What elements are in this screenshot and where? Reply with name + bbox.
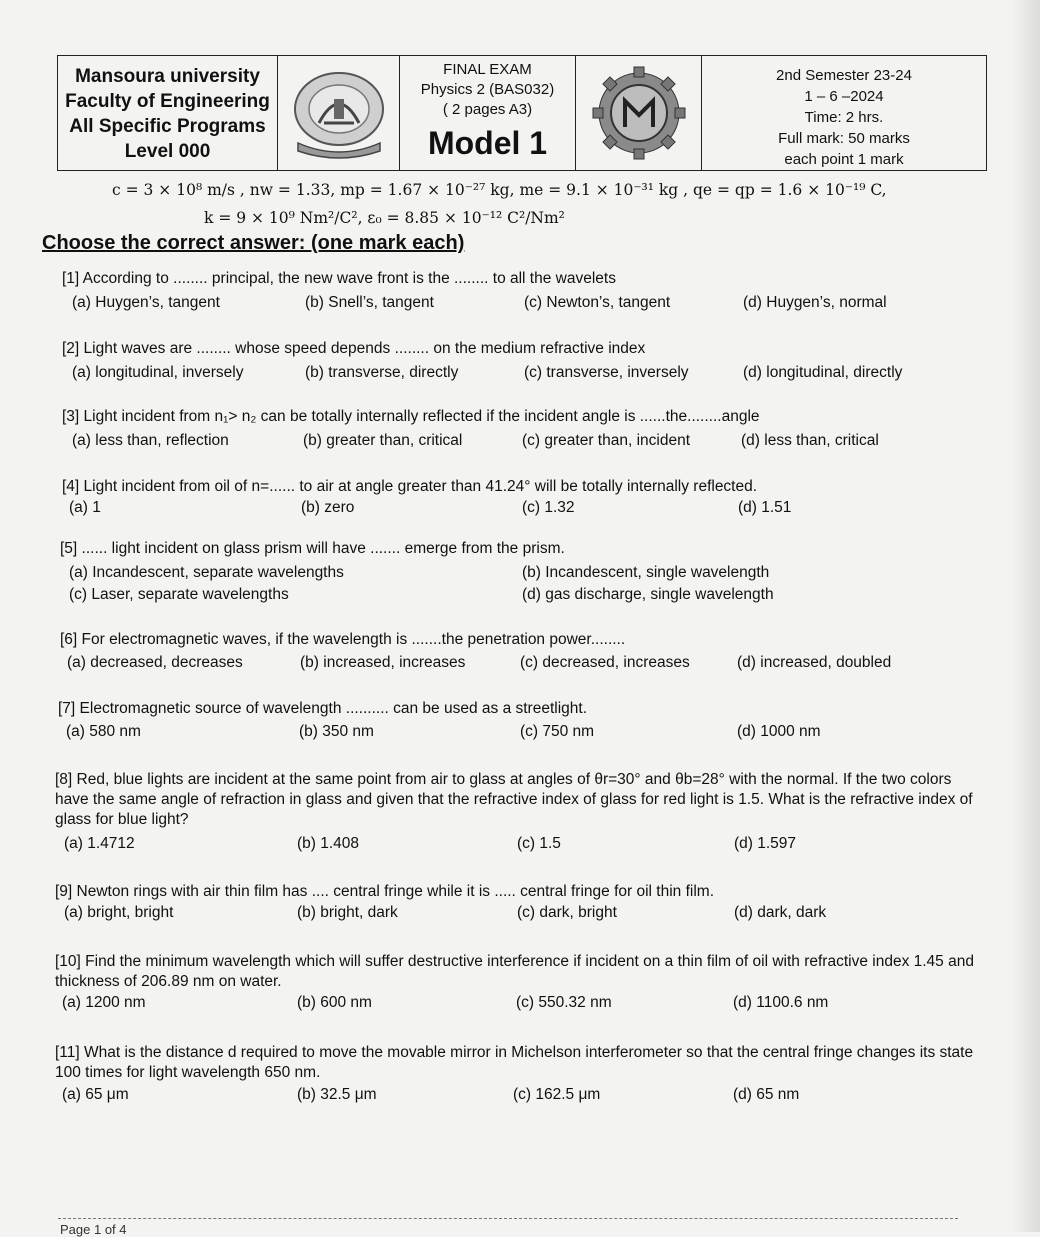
exam-time: Time: 2 hrs. xyxy=(804,109,884,126)
option-d: (d) 1100.6 nm xyxy=(733,994,829,1011)
question-stem: [4] Light incident from oil of n=...... to air at angle greater than 41.24° will be totally internally reflected. xyxy=(62,478,758,495)
option-b: (b) zero xyxy=(301,499,355,516)
option-b: (b) bright, dark xyxy=(297,904,398,921)
option-d: (d) 1.597 xyxy=(734,835,797,852)
option-d: (d) longitudinal, directly xyxy=(743,364,903,381)
option-d: (d) 65 nm xyxy=(733,1086,800,1103)
option-c: (c) decreased, increases xyxy=(520,654,690,671)
university-logo-icon xyxy=(284,65,394,161)
constants-line-1: c = 3 × 10⁸ m/s , nw = 1.33, mp = 1.67 × 10⁻²⁷ kg, me = 9.1 × 10⁻³¹ kg , qe = qp = 1.6 × 10⁻¹⁹ C, xyxy=(112,181,887,199)
page-number: Page 1 of 4 xyxy=(60,1222,127,1237)
option-a: (a) 65 μm xyxy=(62,1086,129,1103)
option-d: (d) gas discharge, single wavelength xyxy=(522,586,774,603)
option-a: (a) longitudinal, inversely xyxy=(72,364,244,381)
question-stem: [6] For electromagnetic waves, if the wavelength is .......the penetration power........ xyxy=(60,631,626,648)
option-c: (c) dark, bright xyxy=(517,904,617,921)
option-b: (b) 1.408 xyxy=(297,835,360,852)
option-b: (b) 600 nm xyxy=(297,994,372,1011)
option-c: (c) 550.32 nm xyxy=(516,994,612,1011)
option-c: (c) 1.5 xyxy=(517,835,561,852)
university-logo-cell xyxy=(278,56,400,170)
scan-shadow xyxy=(1012,0,1040,1232)
constants-line-2: k = 9 × 10⁹ Nm²/C², ε₀ = 8.85 × 10⁻¹² C²/Nm² xyxy=(204,209,565,227)
option-d: (d) less than, critical xyxy=(741,432,879,449)
option-b: (b) Snell’s, tangent xyxy=(305,294,434,311)
course-name: Physics 2 (BAS032) xyxy=(420,81,555,98)
option-c: (c) 750 nm xyxy=(520,723,595,740)
option-a: (a) Incandescent, separate wavelengths xyxy=(69,564,344,581)
option-d: (d) increased, doubled xyxy=(737,654,892,671)
option-b: (b) transverse, directly xyxy=(305,364,459,381)
option-d: (d) Huygen’s, normal xyxy=(743,294,887,311)
exam-info-cell xyxy=(400,56,576,170)
option-a: (a) 1200 nm xyxy=(62,994,146,1011)
option-a: (a) 1 xyxy=(69,499,101,516)
exam-type: FINAL EXAM xyxy=(443,61,532,78)
semester-info-cell xyxy=(702,56,986,170)
option-d: (d) 1.51 xyxy=(738,499,792,516)
option-b: (b) 350 nm xyxy=(299,723,374,740)
option-a: (a) Huygen’s, tangent xyxy=(72,294,220,311)
option-a: (a) 1.4712 xyxy=(64,835,135,852)
option-a: (a) decreased, decreases xyxy=(67,654,243,671)
page-count: ( 2 pages A3) xyxy=(442,101,533,118)
question-stem: [8] Red, blue lights are incident at the same point from air to glass at angles of θr=30° and θb=28° with the normal. If the two colors have the same angle of refraction in glass and given that the refractive index of glass for red light is 1.5. What is the refractive index of glass for blue light? xyxy=(55,771,973,828)
option-b: (b) increased, increases xyxy=(300,654,466,671)
option-b: (b) greater than, critical xyxy=(303,432,463,449)
exam-header-table xyxy=(57,55,987,171)
question-stem: [9] Newton rings with air thin film has .... central fringe while it is ..... central fringe for oil thin film. xyxy=(55,883,714,900)
faculty-gear-logo-icon xyxy=(587,65,691,161)
option-b: (b) Incandescent, single wavelength xyxy=(522,564,770,581)
footer-divider xyxy=(58,1218,958,1219)
option-c: (c) transverse, inversely xyxy=(524,364,689,381)
semester: 2nd Semester 23-24 xyxy=(776,67,912,84)
option-c: (c) greater than, incident xyxy=(522,432,691,449)
question-stem: [11] What is the distance d required to move the movable mirror in Michelson interferometer so that the central fringe changes its state 100 times for light wavelength 650 nm. xyxy=(55,1044,974,1081)
option-d: (d) dark, dark xyxy=(734,904,827,921)
option-c: (c) 162.5 μm xyxy=(513,1086,601,1103)
mark-per-point: each point 1 mark xyxy=(784,151,904,168)
institution-cell xyxy=(58,56,278,170)
full-mark: Full mark: 50 marks xyxy=(778,130,910,147)
question-stem: [1] According to ........ principal, the new wave front is the ........ to all the wavelets xyxy=(62,270,616,287)
question-stem: [3] Light incident from n₁> n₂ can be totally internally reflected if the incident angle is ......the........angle xyxy=(62,408,760,425)
programs: All Specific Programs xyxy=(69,116,266,137)
option-a: (a) bright, bright xyxy=(64,904,174,921)
option-d: (d) 1000 nm xyxy=(737,723,821,740)
option-a: (a) 580 nm xyxy=(66,723,141,740)
option-c: (c) Laser, separate wavelengths xyxy=(69,586,289,603)
exam-date: 1 – 6 –2024 xyxy=(804,88,884,105)
question-stem: [2] Light waves are ........ whose speed depends ........ on the medium refractive index xyxy=(62,340,646,357)
level: Level 000 xyxy=(124,141,211,162)
option-c: (c) Newton’s, tangent xyxy=(524,294,671,311)
question-stem: [7] Electromagnetic source of wavelength .......... can be used as a streetlight. xyxy=(58,700,588,717)
faculty-logo-cell xyxy=(576,56,702,170)
option-a: (a) less than, reflection xyxy=(72,432,229,449)
instructions-heading: Choose the correct answer: (one mark each) xyxy=(42,232,465,254)
question-stem: [10] Find the minimum wavelength which will suffer destructive interference if incident on a thin film of oil with refractive index 1.45 and thickness of 206.89 nm on water. xyxy=(55,953,974,990)
option-b: (b) 32.5 μm xyxy=(297,1086,377,1103)
question-stem: [5] ...... light incident on glass prism will have ....... emerge from the prism. xyxy=(60,540,565,557)
faculty-name: Faculty of Engineering xyxy=(65,91,270,112)
model-number: Model 1 xyxy=(427,125,548,161)
option-c: (c) 1.32 xyxy=(522,499,575,516)
university-name: Mansoura university xyxy=(75,66,260,87)
